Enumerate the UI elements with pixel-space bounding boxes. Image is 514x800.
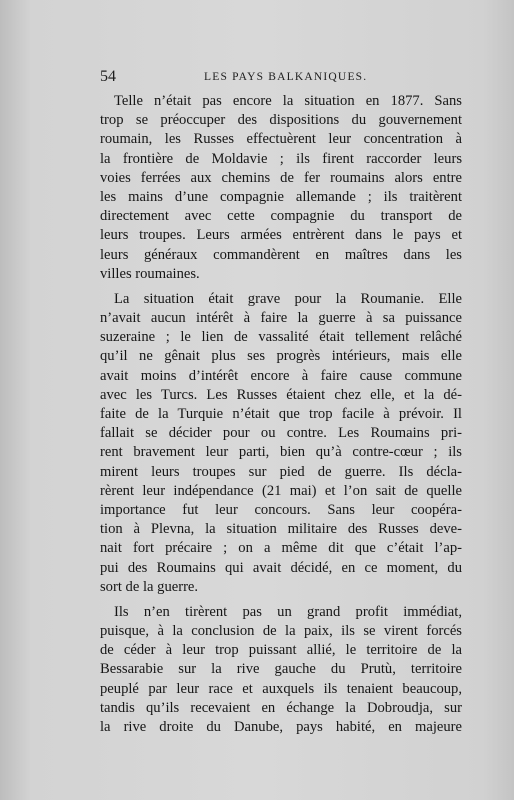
text-line: tandis qu’ils recevaient en échange la Dobroudja, sur xyxy=(100,699,462,716)
text-line: qu’il ne gênait plus ses progrès intérieurs, mais elle xyxy=(100,348,462,365)
text-line: rent bravement leur parti, bien qu’à contre-cœur ; ils xyxy=(100,444,462,461)
text-line: leurs troupes. Leurs armées entrèrent dans le pays et xyxy=(100,227,462,244)
page-number: 54 xyxy=(100,68,116,85)
text-line: leurs généraux commandèrent en maîtres dans les xyxy=(100,246,462,263)
text-line: directement avec cette compagnie du transport de xyxy=(100,208,462,225)
text-line: nait fort précaire ; on a même dit que c’était l’ap- xyxy=(100,540,462,557)
body-text xyxy=(100,92,462,743)
text-line: fallait se décider pour ou contre. Les Roumains pri- xyxy=(100,425,462,442)
text-line: suzeraine ; le lien de vassalité était tellement relâché xyxy=(100,329,462,346)
running-head: LES PAYS BALKANIQUES. xyxy=(204,71,368,83)
text-line: faite de la Turquie n’était que trop facile à prévoir. Il xyxy=(100,406,462,422)
text-line: Telle n’était pas encore la situation en 1877. Sans xyxy=(114,93,462,109)
text-line: voies ferrées aux chemins de fer roumains alors entre xyxy=(100,169,462,186)
page-header xyxy=(100,68,462,90)
paragraph xyxy=(100,92,462,284)
text-line: trop se préoccuper des dispositions du gouvernement xyxy=(100,112,462,129)
text-line: Bessarabie sur la rive gauche du Prutù, territoire xyxy=(100,661,462,678)
text-line: n’avait aucun intérêt à faire la guerre à sa puissance xyxy=(100,310,462,327)
text-line: de céder à leur trop puissant allié, le territoire de la xyxy=(100,642,462,659)
text-line: peuplé par leur race et auxquels ils tenaient beaucoup, xyxy=(100,680,462,697)
text-line: puisque, à la conclusion de la paix, ils se virent forcés xyxy=(100,623,462,640)
text-line: Ils n’en tirèrent pas un grand profit immédiat, xyxy=(114,603,462,620)
text-line: tion à Plevna, la situation militaire des Russes deve- xyxy=(100,521,462,538)
text-line: avec les Turcs. Les Russes étaient chez elle, et la dé- xyxy=(100,386,462,403)
text-line: la frontière de Moldavie ; ils firent raccorder leurs xyxy=(100,150,462,167)
text-line: la rive droite du Danube, pays habité, en majeure xyxy=(100,719,462,735)
text-line: villes roumaines. xyxy=(100,265,200,282)
paragraph xyxy=(100,603,462,737)
text-line: rèrent leur indépendance (21 mai) et l’on sait de quelle xyxy=(100,482,462,499)
text-line: roumain, les Russes effectuèrent leur concentration à xyxy=(100,131,462,148)
paragraph xyxy=(100,290,462,597)
text-line: sort de la guerre. xyxy=(100,578,199,595)
text-line: mirent leurs troupes sur pied de guerre. Ils décla- xyxy=(100,463,462,480)
text-line: importance fut leur concours. Sans leur coopéra- xyxy=(100,501,462,518)
text-line: pui des Roumains qui avait décidé, en ce moment, du xyxy=(100,559,462,576)
text-line: La situation était grave pour la Roumanie. Elle xyxy=(114,290,462,307)
text-line: avait moins d’intérêt encore à faire cause commune xyxy=(100,367,462,384)
text-line: les mains d’une compagnie allemande ; ils traitèrent xyxy=(100,188,462,205)
